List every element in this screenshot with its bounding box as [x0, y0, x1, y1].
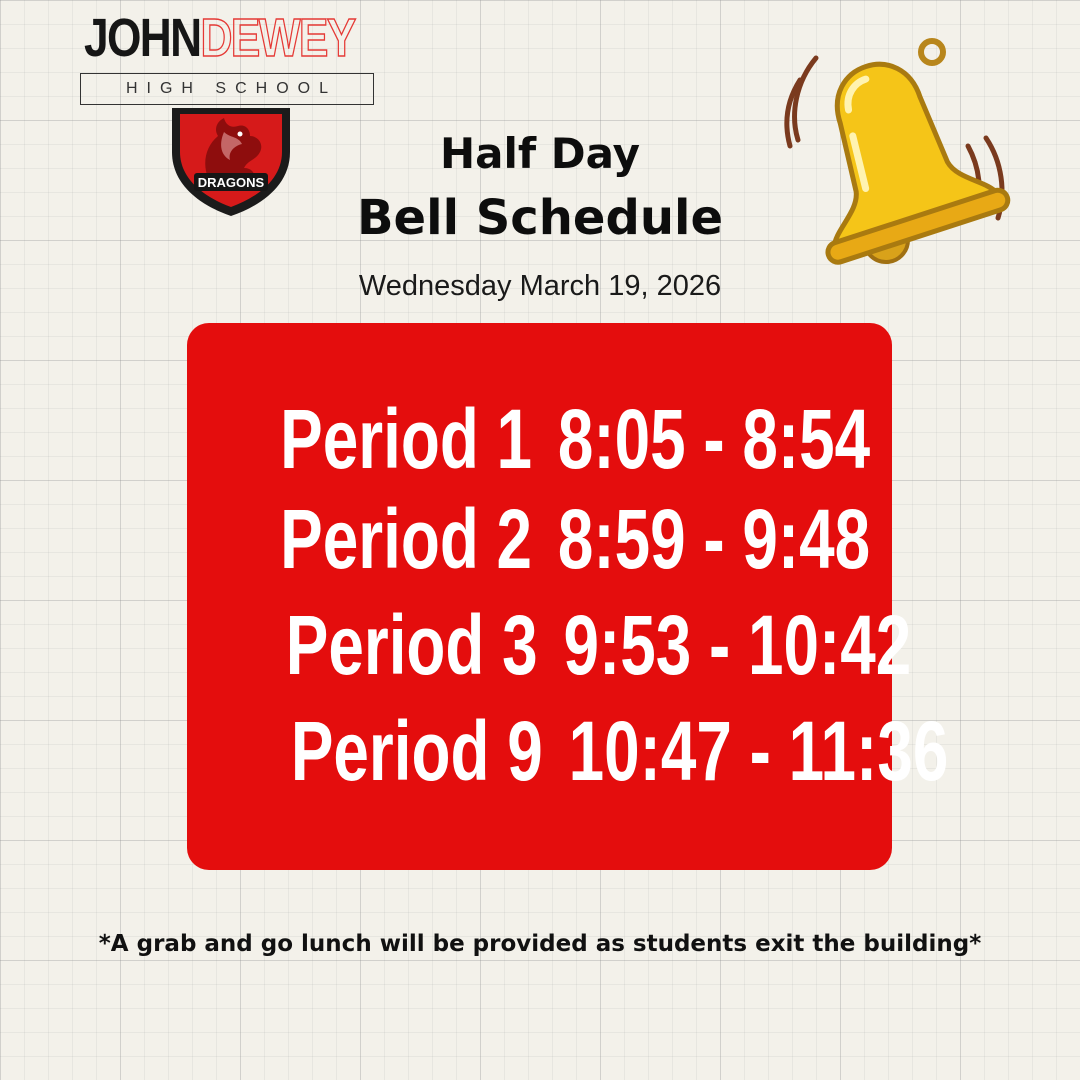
ringing-bell-icon	[768, 28, 1014, 280]
period-time: 8:59 - 9:48	[557, 492, 871, 586]
mascot-label: DRAGONS	[197, 175, 265, 190]
period-time: 10:47 - 11:36	[568, 704, 949, 798]
schedule-date: Wednesday March 19, 2026	[358, 270, 722, 302]
period-label: Period 2	[280, 492, 533, 586]
title-half-day: Half Day	[439, 129, 641, 178]
school-logo-wordmark	[84, 6, 355, 70]
schedule-row	[187, 595, 912, 695]
period-label: Period 1	[280, 392, 533, 486]
logo-word-dewey: DEWEY	[200, 8, 355, 68]
schedule-row	[187, 489, 892, 589]
title-bell-schedule: Bell Schedule	[356, 190, 724, 246]
period-time: 8:05 - 8:54	[557, 392, 871, 486]
period-time: 9:53 - 10:42	[563, 598, 912, 692]
schedule-row	[187, 389, 892, 489]
schedule-row	[187, 701, 949, 801]
schedule-card	[187, 323, 949, 870]
logo-word-john: JOHN	[84, 8, 201, 68]
lunch-footnote: *A grab and go lunch will be provided as students exit the building*	[98, 931, 982, 957]
period-label: Period 9	[290, 704, 543, 798]
logo-subtitle: HIGH SCHOOL	[80, 73, 374, 105]
period-label: Period 3	[285, 598, 538, 692]
